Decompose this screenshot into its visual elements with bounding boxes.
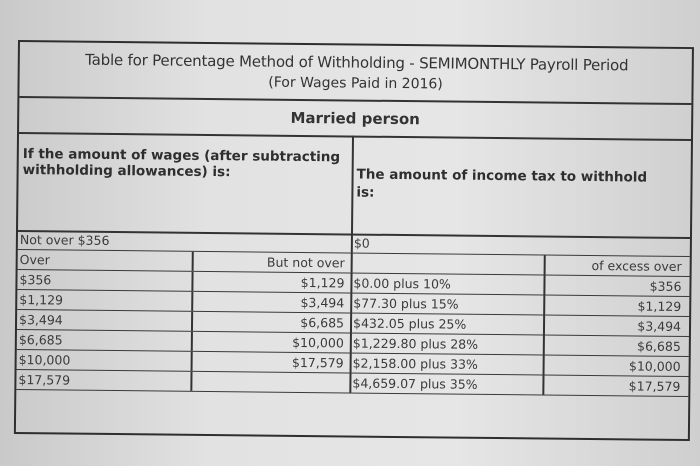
over-value: $3,494 (18, 312, 63, 328)
not-over-value: $10,000 (292, 334, 344, 351)
excess-value: $356 (649, 278, 682, 294)
excess-value: $10,000 (628, 358, 681, 374)
not-over-value: $17,579 (291, 354, 344, 371)
filing-status: Married person (19, 96, 691, 139)
excess-value: $6,685 (637, 338, 681, 354)
over-value: $1,129 (19, 292, 64, 308)
tax-value: $1,229.80 plus 28% (352, 335, 479, 352)
tax-value: $77.30 plus 15% (353, 295, 459, 312)
over-value: $356 (19, 272, 52, 288)
tax-value: $2,158.00 plus 33% (352, 355, 478, 372)
wages-header-cell (18, 132, 354, 234)
column-header-row (18, 132, 691, 239)
not-over-value: $3,494 (300, 294, 345, 311)
not-over-value: $1,129 (300, 274, 345, 291)
not-over-tax: $0 (353, 235, 370, 251)
excess-value: $1,129 (637, 298, 682, 314)
over-value: $17,579 (18, 372, 71, 388)
table-title-block (19, 42, 692, 141)
excess-value: $17,579 (628, 378, 681, 394)
wages-header-text: If the amount of wages (after subtracting withholding allowances) is: (22, 146, 341, 181)
withholding-table (14, 40, 694, 441)
over-value: $6,685 (18, 332, 63, 348)
table-title: Table for Percentage Method of Withholding - SEMIMONTHLY Payroll Period (85, 50, 629, 75)
tax-value: $4,659.07 plus 35% (352, 375, 478, 392)
tax-header-text: The amount of income tax to withhold is: (356, 166, 648, 201)
not-over-value: $6,685 (300, 314, 345, 331)
tax-value: $432.05 plus 25% (352, 315, 467, 332)
over-label: Over (19, 252, 50, 268)
not-over-value (192, 372, 343, 393)
tax-value: $0.00 plus 10% (353, 275, 451, 292)
over-value: $10,000 (18, 352, 71, 368)
not-over-wages: Not over $356 (19, 232, 110, 248)
table-subtitle: (For Wages Paid in 2016) (268, 74, 443, 93)
of-excess-over-label: of excess over (591, 258, 682, 274)
excess-value: $3,494 (637, 318, 682, 334)
but-not-over-label: But not over (266, 254, 345, 271)
